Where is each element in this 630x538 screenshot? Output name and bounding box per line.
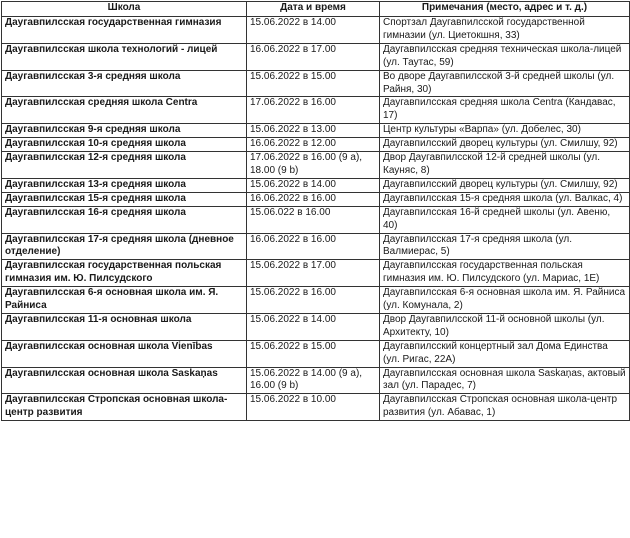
table-row xyxy=(2,178,630,192)
table-row xyxy=(2,287,630,314)
notes-cell: Даугавпилсский дворец культуры (ул. Смилшу, 92) xyxy=(380,178,630,192)
table-row xyxy=(2,206,630,233)
notes-cell: Даугавпилсский концертный зал Дома Единства (ул. Ригас, 22A) xyxy=(380,340,630,367)
datetime-cell: 15.06.2022 в 14.00 xyxy=(247,178,380,192)
datetime-cell: 16.06.2022 в 17.00 xyxy=(247,43,380,70)
school-cell: Даугавпилсская государственная гимназия xyxy=(2,17,247,44)
table-row xyxy=(2,340,630,367)
school-cell: Даугавпилсская 6-я основная школа им. Я. Райниса xyxy=(2,287,247,314)
table-row xyxy=(2,367,630,394)
school-cell: Даугавпилсская 12-я средняя школа xyxy=(2,152,247,179)
table-row xyxy=(2,394,630,421)
datetime-cell: 15.06.2022 в 17.00 xyxy=(247,260,380,287)
notes-cell: Во дворе Даугавпилсской 3-й средней школы (ул. Райня, 30) xyxy=(380,70,630,97)
notes-cell: Центр культуры «Варпа» (ул. Добелес, 30) xyxy=(380,124,630,138)
school-cell: Даугавпилсская основная школа Saskaņas xyxy=(2,367,247,394)
schedule-table xyxy=(1,1,630,421)
school-cell: Даугавпилсская 15-я средняя школа xyxy=(2,192,247,206)
datetime-cell: 17.06.2022 в 16.00 xyxy=(247,97,380,124)
table-row xyxy=(2,192,630,206)
notes-cell: Даугавпилсская 17-я средняя школа (ул. Валмиерас, 5) xyxy=(380,233,630,260)
notes-cell: Двор Даугавпилсской 11-й основной школы (ул. Архитекту, 10) xyxy=(380,313,630,340)
school-cell: Даугавпилсская 11-я основная школа xyxy=(2,313,247,340)
table-row xyxy=(2,70,630,97)
table-row xyxy=(2,152,630,179)
table-row xyxy=(2,138,630,152)
notes-cell: Даугавпилсская Стропская основная школа-центр развития (ул. Абавас, 1) xyxy=(380,394,630,421)
notes-cell: Двор Даугавпилсской 12-й средней школы (ул. Кауняс, 8) xyxy=(380,152,630,179)
table-row xyxy=(2,97,630,124)
header-notes: Примечания (место, адрес и т. д.) xyxy=(380,2,630,17)
notes-cell: Даугавпилсская государственная польская гимназия им. Ю. Пилсудского (ул. Мариас, 1E) xyxy=(380,260,630,287)
notes-cell: Даугавпилсская средняя школа Centra (Кандавас, 17) xyxy=(380,97,630,124)
table-row xyxy=(2,43,630,70)
datetime-cell: 15.06.2022 в 13.00 xyxy=(247,124,380,138)
notes-cell: Даугавпилсская 16-й средней школы (ул. Авеню, 40) xyxy=(380,206,630,233)
table-row xyxy=(2,233,630,260)
header-datetime: Дата и время xyxy=(247,2,380,17)
school-cell: Даугавпилсская школа технологий - лицей xyxy=(2,43,247,70)
datetime-cell: 15.06.2022 в 14.00 xyxy=(247,313,380,340)
school-cell: Даугавпилсская 16-я средняя школа xyxy=(2,206,247,233)
datetime-cell: 15.06.2022 в 14.00 xyxy=(247,17,380,44)
notes-cell: Даугавпилсская средняя техническая школа-лицей (ул. Таутас, 59) xyxy=(380,43,630,70)
datetime-cell: 15.06.2022 в 10.00 xyxy=(247,394,380,421)
datetime-cell: 16.06.2022 в 16.00 xyxy=(247,192,380,206)
school-cell: Даугавпилсская Стропская основная школа-центр развития xyxy=(2,394,247,421)
notes-cell: Спортзал Даугавпилсской государственной гимназии (ул. Циетокшня, 33) xyxy=(380,17,630,44)
datetime-cell: 15.06.2022 в 16.00 xyxy=(247,287,380,314)
datetime-cell: 15.06.022 в 16.00 xyxy=(247,206,380,233)
notes-cell: Даугавпилсская 15-я средняя школа (ул. Валкас, 4) xyxy=(380,192,630,206)
school-cell: Даугавпилсская 13-я средняя школа xyxy=(2,178,247,192)
header-row xyxy=(2,2,630,17)
header-school: Школа xyxy=(2,2,247,17)
school-cell: Даугавпилсская государственная польская гимназия им. Ю. Пилсудского xyxy=(2,260,247,287)
table-row xyxy=(2,124,630,138)
school-cell: Даугавпилсская основная школа Vienības xyxy=(2,340,247,367)
school-cell: Даугавпилсская 17-я средняя школа (дневное отделение) xyxy=(2,233,247,260)
table-row xyxy=(2,313,630,340)
datetime-cell: 16.06.2022 в 16.00 xyxy=(247,233,380,260)
school-cell: Даугавпилсская средняя школа Centra xyxy=(2,97,247,124)
table-row xyxy=(2,17,630,44)
school-cell: Даугавпилсская 9-я средняя школа xyxy=(2,124,247,138)
notes-cell: Даугавпилсская основная школа Saskaņas, актовый зал (ул. Парадес, 7) xyxy=(380,367,630,394)
table-body xyxy=(2,17,630,421)
datetime-cell: 17.06.2022 в 16.00 (9 а), 18.00 (9 b) xyxy=(247,152,380,179)
school-cell: Даугавпилсская 3-я средняя школа xyxy=(2,70,247,97)
datetime-cell: 15.06.2022 в 15.00 xyxy=(247,340,380,367)
table-row xyxy=(2,260,630,287)
notes-cell: Даугавпилсский дворец культуры (ул. Смилшу, 92) xyxy=(380,138,630,152)
school-cell: Даугавпилсская 10-я средняя школа xyxy=(2,138,247,152)
datetime-cell: 15.06.2022 в 15.00 xyxy=(247,70,380,97)
table-header xyxy=(2,2,630,17)
datetime-cell: 15.06.2022 в 14.00 (9 а), 16.00 (9 b) xyxy=(247,367,380,394)
datetime-cell: 16.06.2022 в 12.00 xyxy=(247,138,380,152)
notes-cell: Даугавпилсская 6-я основная школа им. Я. Райниса (ул. Комунала, 2) xyxy=(380,287,630,314)
